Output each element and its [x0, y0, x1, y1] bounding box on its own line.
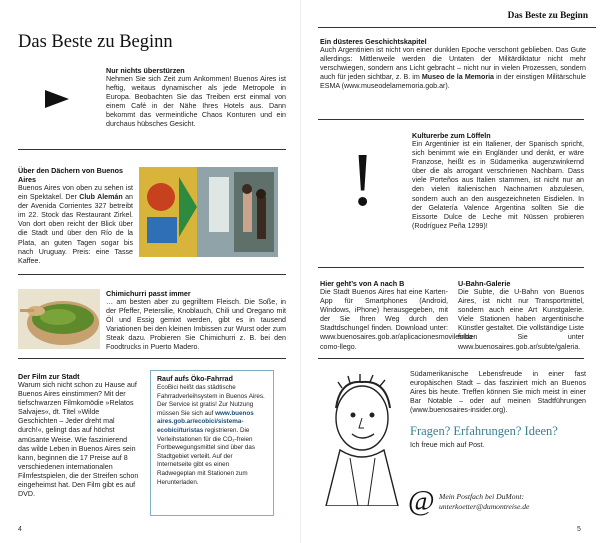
feedback-question: Fragen? Erfahrungen? Ideen?	[410, 424, 558, 438]
section-heading: Über den Dächern von Buenos Aires	[18, 166, 124, 184]
email-link[interactable]: unterkoetter@dumontreise.de	[439, 502, 530, 511]
header-title: Das Beste zu Beginn	[507, 11, 588, 21]
feedback-note: Ich freue mich auf Post.	[410, 441, 485, 449]
section-chimichurri	[106, 289, 286, 353]
section-ueber-den-daechern	[18, 166, 133, 266]
section-body: … am besten aber zu gegrilltem Fleisch. Die Soße, in der Pfeffer, Petersilie, Knoblauch, Chili und Oregano mit Öl und Essig gemixt werden, gibt es in tausend Variationen bei den kleinen Imbissen zur Wurst oder zum Steak dazu. Probieren Sie Chimichurri z. B. bei den Foodtrucks in Puerto Madero.	[106, 298, 286, 352]
play-triangle-icon	[45, 90, 69, 108]
section-body: Die Stadt Buenos Aires hat eine Karten-App für Smartphones (Android, Windows, iPhone) herausgegeben, mit der Sie Ihren Weg durch den Stadtdschungel finden. Download unter: www.buenosaires.gob.ar/aplicacionesmoviles/ba-como-llego.	[320, 288, 475, 351]
page-title: Das Beste zu Beginn	[18, 32, 173, 52]
section-heading: Der Film zur Stadt	[18, 372, 80, 381]
page-number-right: 5	[577, 526, 581, 533]
section-kulturerbe	[412, 131, 584, 231]
section-film	[18, 372, 140, 499]
section-body: Buenos Aires von oben zu sehen ist ein Spektakel. Der Club Alemán an der Avenida Corrientes 327 betreibt im 22. Stock das Restaurant Zirkel. Von dort oben reicht der Blick über die Stadt und über den Río de la Plata, an guten Tagen sogar bis nach Uruguay. Preis: eine Tasse Kaffee.	[18, 184, 133, 265]
section-geschichte	[320, 37, 586, 91]
ecobici-link[interactable]: www.buenos aires.gob.ar/ecobici/sistema-ecobici/turistas	[157, 409, 254, 434]
author-intro: Südamerikanische Lebensfreude in einer fast europäischen Stadt – das fasziniert mich an Buenos Aires bis heute. Treffen können Sie mich meist in einer Bar Notable – oder auf meinen Stadtführungen (www.buenosaires-insider.org).	[410, 370, 586, 415]
section-heading: Kulturerbe zum Löffeln	[412, 131, 491, 140]
section-heading: Nur nichts überstürzen	[106, 66, 185, 75]
section-body: Nehmen Sie sich Zeit zum Ankommen! Buenos Aires ist heftig, weitaus dynamischer als jede Metropole in Europa. Beobachten Sie das Treiben erst einmal von einem Café in der Nähe Ihres Hotels aus. Dann bekommt das vermeintliche Chaos Konturen und ein durchaus hübsches Gesicht.	[106, 75, 286, 129]
mailbox-line: Mein Postfach bei DuMont:	[439, 492, 524, 501]
section-rule	[18, 358, 286, 359]
author-portrait	[320, 368, 404, 506]
section-body: Die Subte, die U-Bahn von Buenos Aires, ist nicht nur Transportmittel, sondern auch eine Art Kunstgalerie. Viele Stationen haben argentinische Künstler gestaltet. Die vollständige Liste finden Sie unter www.buenosaires.gob.ar/subte/galeria.	[458, 288, 584, 351]
section-body: Ein Argentinier ist ein Italiener, der Spanisch spricht, sich benimmt wie ein Engländer und denkt, er wäre Franzose, heißt es in Südamerika augenzwinkernd über die als arrogant verschrienen Nachbarn. Dass viele Porteños aus Italien stammen, ist nicht nur an den vielen italienischen Nachnamen abzulesen, sondern auch an den ausgezeichneten Eisdielen. In der Gelatería Valence Argentina sollten Sie die Eissorte Dulce de Leche mit Nüssen probieren (Rodríguez Peña 1299)!	[412, 140, 584, 230]
section-rule	[18, 274, 286, 275]
chimichurri-photo	[18, 289, 100, 349]
section-rule	[318, 267, 584, 268]
section-heading: Hier geht’s von A nach B	[320, 279, 405, 288]
ecobici-box	[150, 370, 274, 516]
section-nur-nichts	[106, 66, 286, 130]
box-heading: Rauf aufs Öko-Fahrrad	[157, 376, 233, 383]
page-gutter	[300, 0, 301, 543]
header-rule	[318, 27, 596, 28]
exclamation-mark-icon: !	[350, 138, 376, 222]
section-rule	[318, 358, 584, 359]
section-body: Auch Argentinien ist nicht von einer dunklen Epoche verschont geblieben. Das Gute allerdings: Mittlerweile werden die Untaten der Militärdiktatur nicht mehr verschwiegen, sondern ans Licht gebracht – nicht nur in vielen Prozessen, sondern auch für jeden sichtbar, z. B. im Museo de la Memoria in der einstigen Militärschule ESMA (www.museodelamemoria.gob.ar).	[320, 46, 586, 91]
section-heading: Ein düsteres Geschichtskapitel	[320, 37, 427, 46]
box-body: EcoBici heißt das städtische Fahrradverleihsystem in Buenos Aires. Der Service ist gratis! Zur Nutzung müssen Sie sich auf www.buenos aires.gob.ar/ecobici/sistema-ecobici/turistas registrieren. Die Verleihstationen für die CO₂-freien Fortbewegungsmittel sind über das Stadtgebiet verteilt. Auf der Internetseite gibt es einen Radwegeplan mit Stationen zum Herunterladen.	[157, 384, 265, 486]
mailbox-note	[439, 492, 529, 512]
page-number-left: 4	[18, 526, 22, 533]
section-a-nach-b	[320, 279, 475, 352]
section-heading: Chimichurri passt immer	[106, 289, 191, 298]
section-rule	[18, 149, 286, 150]
section-rule	[318, 119, 584, 120]
at-icon: @	[408, 485, 435, 517]
header-tab	[486, 0, 596, 28]
section-heading: U-Bahn-Galerie	[458, 279, 511, 288]
club-aleman-photo	[139, 167, 278, 257]
section-u-bahn	[458, 279, 584, 352]
section-body: Warum sich nicht schon zu Hause auf Buenos Aires einstimmen? Mit der tiefschwarzen Filmkomödie »Relatos Salvajes«, dt. Titel »Wilde Geschichten – Jeder dreht mal durch!«, gelingt das auf höchst amüsante Weise. Wie faszinierend das wilde Leben in Buenos Aires sein kann, beginnen die 17 Preise auf 8 verschiedenen internationalen Filmfestspielen, die der Streifen schon eingeheimst hat. Den Film gibt es auf DVD.	[18, 381, 139, 499]
